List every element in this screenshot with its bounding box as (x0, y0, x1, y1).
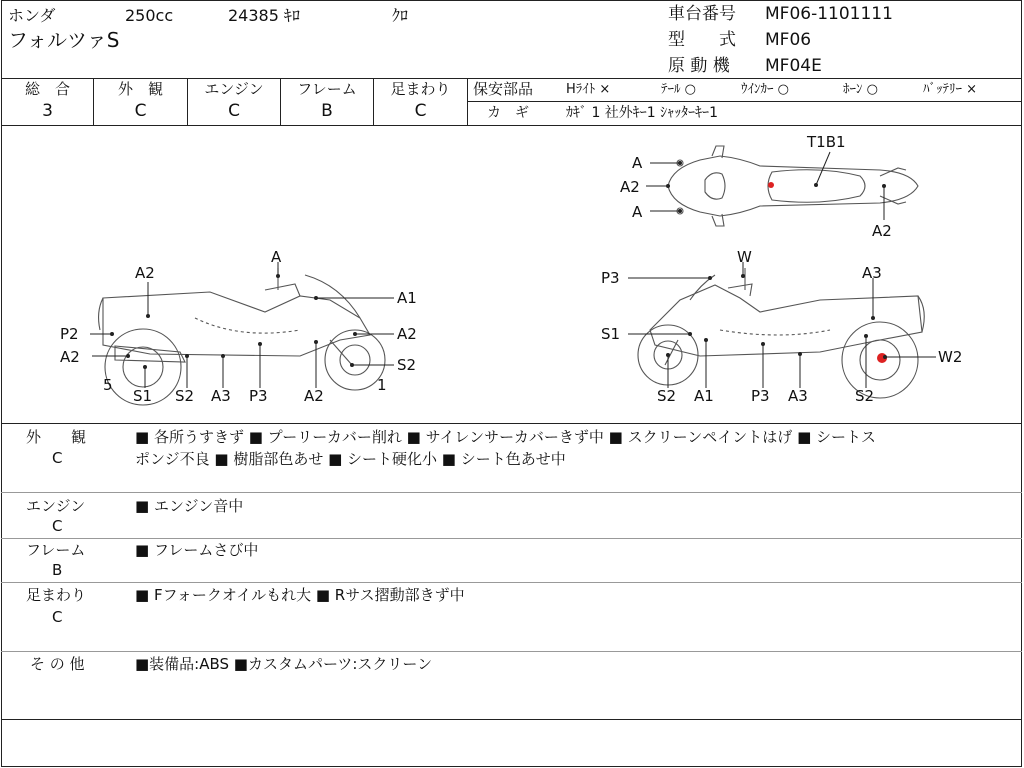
engine-value: MF04E (765, 56, 822, 76)
right-label-a3-top: A3 (862, 264, 882, 282)
note-text-exterior-1: ■ 各所うすきず ■ プーリーカバー削れ ■ サイレンサーカバーきず中 ■ スクリーンペイントはげ ■ シートス (135, 428, 876, 446)
top-label-a2-1: A2 (620, 178, 640, 196)
right-label-p3-top: P3 (601, 269, 620, 287)
right-label-w: W (737, 248, 752, 266)
keys-label: カ ギ (487, 105, 529, 121)
safety-horn: ﾎｰﾝ ○ (843, 82, 878, 97)
model-name: フォルツァS (8, 28, 120, 52)
right-view-scooter (638, 268, 924, 398)
maker: ホンダ (8, 6, 56, 25)
right-label-p3-bottom: P3 (751, 387, 770, 405)
grade-header-suspension: 足まわり (390, 80, 451, 98)
top-label-a-1: A (632, 154, 643, 172)
grade-value-suspension: C (414, 101, 427, 121)
safety-taillight: ﾃｰﾙ ○ (661, 82, 696, 97)
left-label-s2: S2 (175, 387, 195, 405)
color: ｸﾛ (392, 6, 409, 25)
note-label-other: そ の 他 (30, 655, 85, 673)
grade-header-exterior: 外 観 (117, 80, 163, 98)
safety-headlight: Hﾗｲﾄ × (566, 82, 611, 97)
left-label-p2: P2 (60, 325, 79, 343)
note-text-suspension: ■ Fフォークオイルもれ大 ■ Rサス摺動部きず中 (135, 586, 465, 604)
left-label-a3: A3 (211, 387, 231, 405)
left-label-5: 5 (103, 376, 113, 394)
left-label-1: 1 (377, 376, 387, 394)
keys-value: ｶｷﾞ 1 社外ｷｰ1 ｼｬｯﾀｰｷｰ1 (566, 105, 719, 121)
left-label-a2-left: A2 (60, 348, 80, 366)
left-label-s1: S1 (133, 387, 153, 405)
top-label-a2-2: A2 (872, 222, 892, 240)
note-text-exterior-2: ポンジ不良 ■ 樹脂部色あせ ■ シート硬化小 ■ シート色あせ中 (135, 450, 566, 468)
type-label: 型 式 (668, 30, 736, 50)
note-label-engine: エンジン (26, 497, 86, 515)
grade-value-engine: C (228, 101, 240, 121)
top-label-a-2: A (632, 203, 643, 221)
type-value: MF06 (765, 30, 812, 50)
left-view-scooter (99, 268, 385, 405)
right-label-s1: S1 (601, 325, 621, 343)
note-label-exterior: 外 観 (26, 428, 87, 446)
note-text-other: ■装備品:ABS ■カスタムパーツ:スクリーン (135, 655, 433, 673)
displacement: 250cc (125, 6, 174, 25)
grade-header-engine: エンジン (204, 80, 264, 98)
right-label-s2-front: S2 (657, 387, 677, 405)
right-label-s2-rear: S2 (855, 387, 875, 405)
frame-no: MF06-1101111 (765, 4, 893, 24)
note-text-frame: ■ フレームさび中 (135, 541, 259, 559)
safety-label: 保安部品 (473, 80, 534, 98)
frame-no-label: 車台番号 (668, 4, 736, 24)
top-label-t1b1: T1B1 (807, 133, 846, 151)
left-label-a2-right: A2 (397, 325, 417, 343)
left-label-a: A (271, 248, 282, 266)
note-text-engine: ■ エンジン音中 (135, 497, 244, 515)
note-grade-suspension: C (52, 608, 63, 626)
mileage: 24385 ｷﾛ (228, 6, 300, 25)
safety-winker: ｳｲﾝｶｰ ○ (741, 82, 789, 97)
safety-battery: ﾊﾞｯﾃﾘｰ × (923, 82, 978, 97)
note-grade-exterior: C (52, 449, 63, 467)
left-label-p3: P3 (249, 387, 268, 405)
left-label-a2-bottom: A2 (304, 387, 324, 405)
right-label-a1: A1 (694, 387, 714, 405)
grade-value-frame: B (321, 101, 333, 121)
note-label-suspension: 足まわり (26, 586, 87, 604)
right-label-w2: W2 (938, 348, 963, 366)
engine-label: 原 動 機 (668, 56, 730, 76)
right-label-a3-bottom: A3 (788, 387, 808, 405)
grade-value-overall: 3 (42, 101, 53, 121)
left-label-s2-right: S2 (397, 356, 417, 374)
note-label-frame: フレーム (26, 541, 86, 559)
left-label-a2-top: A2 (135, 264, 155, 282)
grade-value-exterior: C (134, 101, 147, 121)
grade-header-overall: 総 合 (24, 80, 70, 98)
grade-header-frame: フレーム (297, 80, 357, 98)
left-label-a1: A1 (397, 289, 417, 307)
note-grade-engine: C (52, 517, 63, 535)
top-view-scooter (668, 146, 918, 226)
note-grade-frame: B (52, 561, 63, 579)
